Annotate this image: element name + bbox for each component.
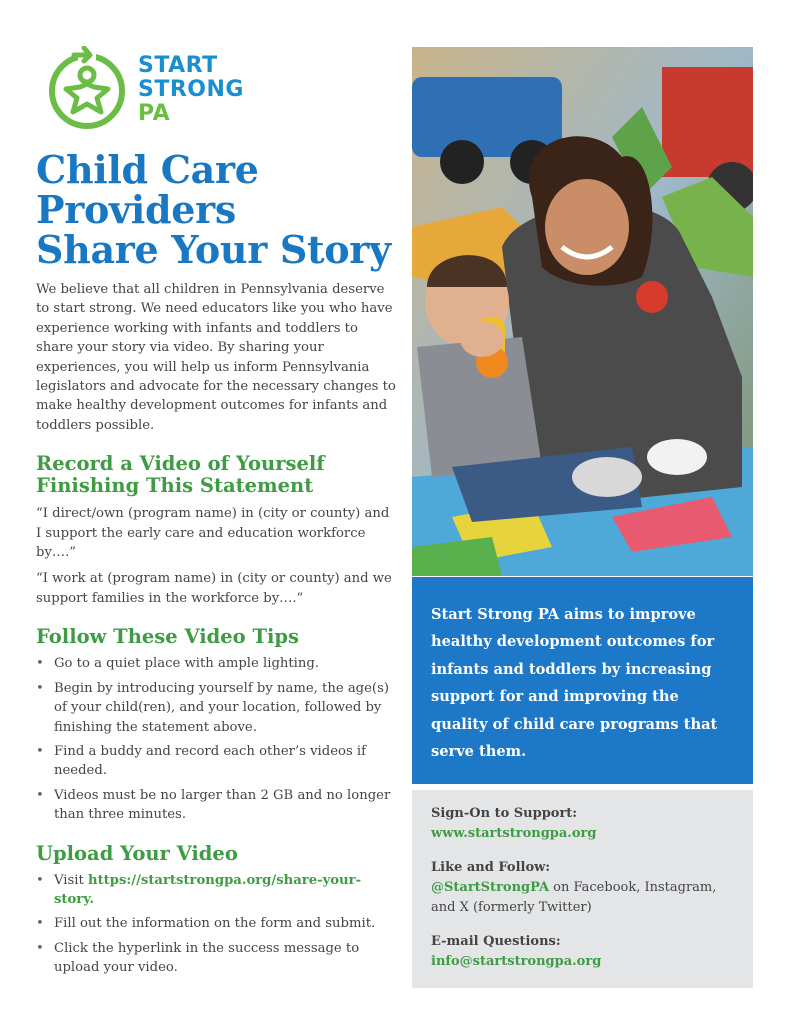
email-link[interactable]: info@startstrongpa.org	[431, 954, 602, 969]
follow-block	[431, 858, 741, 918]
logo-wordmark	[138, 54, 244, 126]
record-heading-line-1: Record a Video of Yourself	[36, 452, 325, 476]
logo-line-pa: PA	[138, 101, 171, 126]
tip-text: Find a buddy and record each other’s videos if needed.	[54, 743, 367, 779]
contact-box	[412, 790, 753, 988]
bullet-icon: •	[36, 940, 44, 956]
tip-text: Begin by introducing yourself by name, the age(s) of your child(ren), and your location, followed by finishing the statement above.	[54, 680, 389, 735]
tip-item	[36, 786, 396, 825]
upload-list	[36, 871, 396, 978]
left-column	[36, 44, 396, 983]
upload-item	[36, 914, 396, 933]
signon-label: Sign-On to Support:	[431, 806, 578, 821]
intro-paragraph: We believe that all children in Pennsylvania deserve to start strong. We need educators like you who have experience working with infants and toddlers to share your story via video. By sharing your experiences, you will help us inform Pennsylvania legislators and advocate for the necessary changes to make healthy development outcomes for infants and toddlers possible.	[36, 282, 396, 433]
title-line-3: Share Your Story	[36, 227, 391, 272]
mission-statement: Start Strong PA aims to improve healthy development outcomes for infants and toddlers by increasing support for and improving the quality of child care programs that serve them.	[431, 606, 718, 761]
start-strong-pa-logo	[36, 44, 396, 140]
tips-heading: Follow These Video Tips	[36, 625, 300, 649]
photo-illustration	[412, 47, 753, 576]
upload-item-text: Click the hyperlink in the success message to upload your video.	[54, 940, 360, 976]
share-your-story-link[interactable]: https://startstrongpa.org/share-your-story.	[54, 872, 362, 907]
logo-line-strong: STRONG	[138, 77, 244, 102]
follow-text: on Facebook, Instagram, and X (formerly Twitter)	[431, 880, 717, 915]
tip-item	[36, 742, 396, 781]
bullet-icon: •	[36, 916, 44, 932]
record-heading-line-2: Finishing This Statement	[36, 474, 314, 498]
upload-item	[36, 939, 396, 978]
tip-item	[36, 654, 396, 673]
tip-text: Go to a quiet place with ample lighting.	[54, 656, 320, 672]
upload-item-text: Fill out the information on the form and submit.	[54, 916, 376, 932]
bullet-icon: •	[36, 656, 44, 672]
upload-heading: Upload Your Video	[36, 841, 238, 865]
tips-list	[36, 654, 396, 824]
website-link[interactable]: www.startstrongpa.org	[431, 826, 597, 841]
record-heading	[36, 453, 396, 497]
email-block	[431, 932, 741, 972]
email-label: E-mail Questions:	[431, 934, 561, 949]
statement-quote-2: “I work at (program name) in (city or county) and we support families in the workforce by….”	[36, 571, 392, 606]
bullet-icon: •	[36, 743, 44, 759]
title-line-1: Child Care	[36, 147, 259, 192]
upload-item	[36, 871, 396, 910]
upload-item-prefix: Visit	[54, 872, 88, 888]
title-line-2: Providers	[36, 187, 236, 232]
bullet-icon: •	[36, 872, 44, 888]
bullet-icon: •	[36, 680, 44, 696]
provider-with-infant-photo	[412, 47, 753, 576]
bullet-icon: •	[36, 787, 44, 803]
social-handle-link[interactable]: @StartStrongPA	[431, 880, 550, 895]
logo-star-icon	[44, 46, 130, 132]
logo-line-start: START	[138, 53, 218, 78]
page-title	[36, 147, 396, 272]
mission-box	[412, 577, 753, 784]
tip-item	[36, 679, 396, 737]
follow-label: Like and Follow:	[431, 860, 551, 875]
tip-text: Videos must be no larger than 2 GB and no longer than three minutes.	[54, 787, 391, 823]
signon-block	[431, 804, 741, 844]
statement-quote-1: “I direct/own (program name) in (city or county) and I support the early care and education workforce by….”	[36, 506, 390, 561]
